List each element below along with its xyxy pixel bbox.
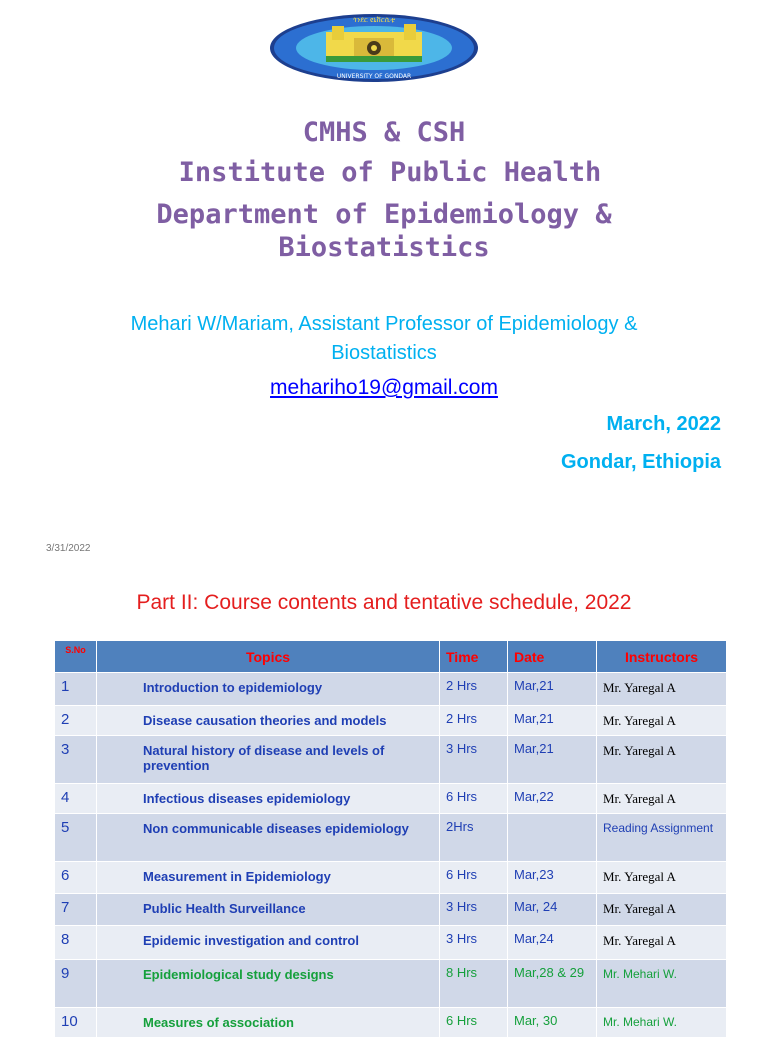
- row-date: Mar,21: [508, 736, 597, 784]
- slide-date: 3/31/2022: [46, 543, 91, 554]
- author-line-2: Biostatistics: [331, 342, 437, 364]
- row-time: 6 Hrs: [440, 784, 508, 814]
- row-topic: Public Health Surveillance: [97, 894, 440, 926]
- presentation-place: Gondar, Ethiopia: [560, 451, 721, 473]
- row-time: 2Hrs: [440, 814, 508, 862]
- row-date: Mar,23: [508, 862, 597, 894]
- row-instructor: Reading Assignment: [597, 814, 727, 862]
- logo-bottom-text: UNIVERSITY OF GONDAR: [336, 73, 412, 80]
- row-topic: Epidemic investigation and control: [97, 926, 440, 960]
- row-time: 8 Hrs: [440, 960, 508, 1008]
- row-instructor: Mr. Yaregal A: [597, 784, 727, 814]
- table-row: [55, 673, 727, 706]
- author-block: [40, 310, 728, 368]
- row-sno: 1: [55, 673, 97, 706]
- row-instructor: Mr. Yaregal A: [597, 862, 727, 894]
- row-sno: 10: [55, 1008, 97, 1038]
- row-instructor: Mr. Mehari W.: [597, 1008, 727, 1038]
- title-line-3b: Biostatistics: [278, 232, 490, 263]
- logo-top-text: ጎንደር ዩኒቨርሲቲ: [352, 16, 396, 24]
- header-time: Time: [440, 641, 508, 673]
- schedule-title: Part II: Course contents and tentative schedule, 2022: [136, 591, 632, 614]
- table-row: [55, 706, 727, 736]
- row-topic: Infectious diseases epidemiology: [97, 784, 440, 814]
- row-topic: Non communicable diseases epidemiology: [97, 814, 440, 862]
- row-sno: 3: [55, 736, 97, 784]
- row-time: 3 Hrs: [440, 736, 508, 784]
- row-sno: 6: [55, 862, 97, 894]
- row-topic: Introduction to epidemiology: [97, 673, 440, 706]
- title-line-3a: Department of Epidemiology &: [156, 199, 612, 230]
- row-instructor: Mr. Yaregal A: [597, 673, 727, 706]
- table-row: [55, 960, 727, 1008]
- row-date: Mar,21: [508, 673, 597, 706]
- row-time: 3 Hrs: [440, 894, 508, 926]
- row-time: 6 Hrs: [440, 862, 508, 894]
- table-row: [55, 862, 727, 894]
- row-topic: Disease causation theories and models: [97, 706, 440, 736]
- row-instructor: Mr. Mehari W.: [597, 960, 727, 1008]
- row-time: 6 Hrs: [440, 1008, 508, 1038]
- row-date: Mar,28 & 29: [508, 960, 597, 1008]
- header-instructors: Instructors: [597, 641, 727, 673]
- author-line-1: Mehari W/Mariam, Assistant Professor of Epidemiology &: [130, 313, 638, 335]
- row-date: Mar,21: [508, 706, 597, 736]
- row-date: Mar,22: [508, 784, 597, 814]
- title-line-2: Institute of Public Health: [178, 157, 602, 188]
- row-date: Mar, 24: [508, 894, 597, 926]
- presentation-date: March, 2022: [606, 413, 721, 435]
- title-line-1: CMHS & CSH: [302, 117, 466, 148]
- row-topic: Natural history of disease and levels of prevention: [97, 736, 440, 784]
- row-time: 3 Hrs: [440, 926, 508, 960]
- table-row: [55, 784, 727, 814]
- row-time: 2 Hrs: [440, 706, 508, 736]
- header-date: Date: [508, 641, 597, 673]
- title-line-3: [0, 198, 768, 264]
- row-date: Mar,24: [508, 926, 597, 960]
- row-instructor: Mr. Yaregal A: [597, 894, 727, 926]
- schedule-table: [54, 640, 727, 1038]
- row-sno: 7: [55, 894, 97, 926]
- table-row: [55, 926, 727, 960]
- row-sno: 4: [55, 784, 97, 814]
- table-row: [55, 894, 727, 926]
- row-sno: 5: [55, 814, 97, 862]
- table-header-row: [55, 641, 727, 673]
- row-instructor: Mr. Yaregal A: [597, 736, 727, 784]
- row-instructor: Mr. Yaregal A: [597, 706, 727, 736]
- row-date: [508, 814, 597, 862]
- university-logo: [268, 12, 480, 84]
- table-row: [55, 1008, 727, 1038]
- row-date: Mar, 30: [508, 1008, 597, 1038]
- header-sno: S.No: [55, 641, 97, 673]
- row-instructor: Mr. Yaregal A: [597, 926, 727, 960]
- row-sno: 9: [55, 960, 97, 1008]
- row-time: 2 Hrs: [440, 673, 508, 706]
- row-topic: Measurement in Epidemiology: [97, 862, 440, 894]
- row-sno: 2: [55, 706, 97, 736]
- row-topic: Epidemiological study designs: [97, 960, 440, 1008]
- table-row: [55, 736, 727, 784]
- email-link[interactable]: mehariho19@gmail.com: [270, 376, 498, 399]
- row-topic: Measures of association: [97, 1008, 440, 1038]
- row-sno: 8: [55, 926, 97, 960]
- table-row: [55, 814, 727, 862]
- header-topics: Topics: [97, 641, 440, 673]
